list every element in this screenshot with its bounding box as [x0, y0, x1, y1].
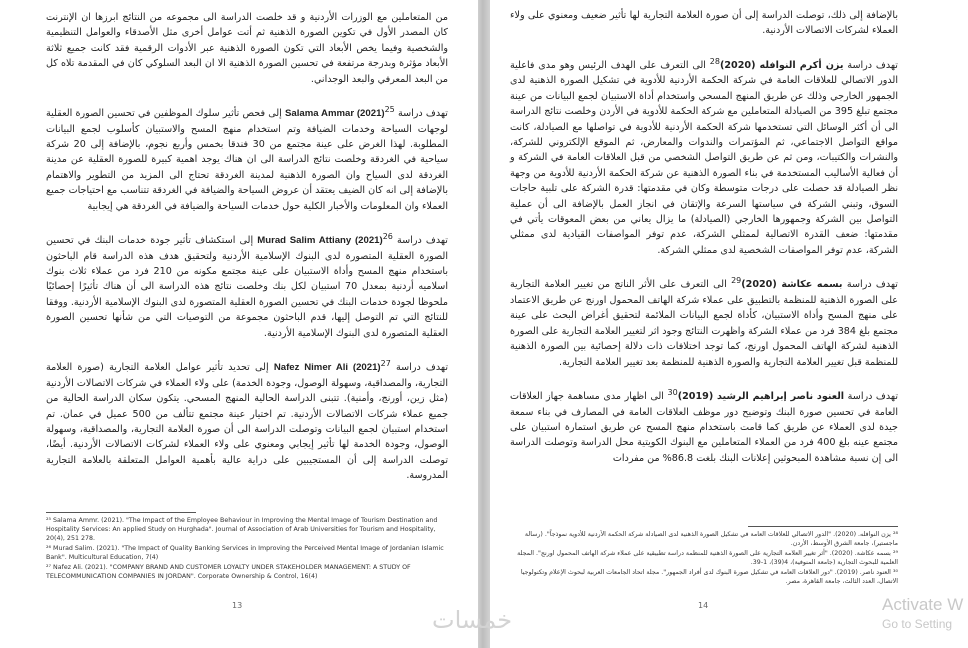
paragraph-prefix: تهدف دراسة [395, 362, 448, 374]
footnotes [510, 526, 898, 587]
paragraph: من المتعاملين مع الوزرات الأردنية و قد خلصت الدراسة الى مجموعه من النتائج ابرزها ان الإنترنت كان المصدر الأول في تكوين الصورة الذهنية ثم أتت عوامل أخرى مثل الأصدقاء والعوامل التنظيمية والشخصية وفيما يخص الأبعاد التي تكون الصورة الذهنية عبر الأدوات الرقمية فقد كانت جميع ثلاثة الأبعاد مؤثرة وبدرجة مرتفعة في تحسين الصورة الذهنية الا ان البعد السلوكي كان في المقدمة تلاه كل من البعد المعرفي والبعد الوجداني. [46, 12, 448, 85]
page-gutter [478, 0, 490, 648]
footnote-marker[interactable]: 28 [709, 56, 720, 66]
footnote: ²⁶ Murad Salim. (2021). "The Impact of Quality Banking Services in Improving the Perceived Mental Image of Jordanian Islamic Bank". Multicultural Education, 7(4) [46, 545, 444, 561]
study-paragraph [46, 356, 448, 483]
paragraph: بالإضافة إلى ذلك، توصلت الدراسة إلى أن صورة العلامة التجارية لها تأثير ضعيف ومعنوي على ولاء العملاء لشركات الاتصالات الأردنية. [510, 10, 898, 37]
watermark-logo: خمسات [432, 606, 513, 634]
study-paragraph [510, 273, 898, 370]
footnote-marker[interactable]: 25 [384, 105, 395, 115]
study-reference: Salama Ammar (2021) [284, 108, 385, 120]
paragraph-prefix: تهدف دراسة [846, 279, 898, 291]
footnote: ²⁷ Nafez Ali. (2021). "COMPANY BRAND AND CUSTOMER LOYALTY UNDER STAKEHOLDER MANAGEMENT: A STUDY OF TELECOMMUNICATION COMPANIES IN JORDAN". Corporate Ownership & Control, 16(4) [46, 564, 411, 580]
paragraph-prefix: تهدف دراسة [397, 108, 448, 120]
study-paragraph [510, 385, 898, 466]
study-reference: العنود ناصر إبراهيم الرشيد (2019) [677, 391, 845, 403]
activate-windows-overlay [882, 594, 963, 632]
study-reference: Murad Salim Attiany (2021) [257, 235, 383, 247]
footnotes [46, 512, 448, 582]
page-14 [490, 0, 968, 648]
study-reference: Nafez Nimer Ali (2021) [273, 362, 381, 374]
study-paragraph [510, 54, 898, 258]
footnote-marker[interactable]: 27 [380, 359, 391, 369]
study-text: إلى فحص تأثير سلوك الموظفين في تحسين الصورة العقلية لوجهات السياحة وخدمات الضيافة وتم استخدام منهج المسح والاستبيان كأسلوب لجمع البيانات المطلوبة. لهذا الغرض على عينة مجتمع من 30 فندقا بخمس وأربع نجوم، بالإضافة إلى 20 شركة سياحية في الغردقة وخلصت نتائج الدراسة الى ان هناك يوجد اهمية كبيرة للصورة العقلية عن مدينة الغردقة لدى السياح وان الصورة الذهنية لمدينة الغردقة تحتاج الى المزيد من التطوير والاهتمام بالإضافة إلى انه كان الضيف يعتقد أن عروض السياحة والضيافة في الغردقة تتناسب مع احتياجات جميع العملاء وان المعلومات والأخبار الكلية حول خدمات السياحة والضيافة في الغردقة هي إيجابية [46, 108, 448, 212]
footnote-marker[interactable]: 30 [667, 387, 678, 397]
footnote-divider [748, 526, 898, 527]
activate-subtitle[interactable]: Go to Setting [882, 617, 953, 631]
paragraph-prefix: تهدف دراسة [847, 60, 898, 71]
footnote: ³⁰ العنود ناصر. (2019). "دور العلاقات العامة في تشكيل صورة البنوك لدى أفراد الجمهور". مجلة اتحاد الجامعات العربية لبحوث الإعلام وتكنولوجيا الاتصال، العدد الثالث، جامعة القاهرة، مصر. [520, 569, 898, 585]
paragraph-prefix: تهدف دراسة [847, 391, 898, 403]
footnote: ²⁵ Salama Ammr. (2021). "The Impact of the Employee Behaviour in Improving the Mental Image of Tourism Destination and Hospitality Services: An applied Study on Hurghada". Journal of Association of Arab Universities for Tourism and Hospitality, 20(4), 251 278. [46, 517, 438, 542]
study-paragraph [46, 229, 448, 341]
footnote: ²⁸ يزن النوافله. (2020). "الدور الاتصالي للعلاقات العامة في تشكيل الصورة الذهنية لدى الصيادلة شركة الحكمة الأردنية للأدوية نموذجاً". (رسالة ماجستير)، جامعة الشرق الأوسط، الأردن. [524, 531, 898, 547]
study-reference: يزن أكرم النوافله (2020) [719, 60, 844, 71]
footnote: ²⁹ بسمه عكاشة. (2020). "أثر تغيير العلامة التجارية على الصورة الذهنية للمنظمة دراسة تطبيقية على عملاء شركة الهاتف المحمول اورنج". المجلة العلمية للبحوث التجارية (جامعة المنوفية)، 4(39)، 1-39. [517, 550, 898, 566]
footnote-marker[interactable]: 26 [382, 232, 393, 242]
page-13-body [46, 10, 448, 499]
page-number: 13 [232, 601, 243, 610]
study-text: إلى استكشاف تأثير جودة خدمات البنك في تحسين الصورة العقلية المتصورة لدى البنوك الإسلامية الأردنية ولتحقيق هدف هذه الدراسة قام الباحثون باستخدام منهج المسح وأداة الاستبيان على عينة مجتمع مكونه من 210 فرد من عملاء ثلاث بنوك اسلاميه أردنية بمعدل 70 استبيان لكل بنك وخلصت نتائج هذه الدراسة الى أن هناك تأثيرًا إحصائيًا ملحوظا لجودة خدمات البنك في تحسين الصورة العقلية المتصورة لدى البنوك الإسلامية الأردنية. ووفقا للنتائج التي تم التوصل إليها، قدم الباحثون مجموعة من التوصيات التي من شأنها تحسين الصورة العقلية المتصورة لدى البنوك الإسلامية الأردنية. [46, 235, 448, 339]
study-text: إلى تحديد تأثير عوامل العلامة التجارية (صورة العلامة التجارية، والمصداقية، وسهولة الوصول، وجودة الخدمة) على ولاء العملاء في شركات الاتصالات الأردنية (مثل زين، أورنج، وأمنية). تتبنى الدراسة الحالية المنهج المسحي. يتكون سكان الدراسة الحالية من جميع عملاء شركات الاتصالات الأردنية. تم اختيار عينة مجتمع تتألف من 500 عميل في عمان. تم استخدام استبيان لجمع البيانات وتوصلت الدراسة الى أن صورة العلامة التجارية، والمصداقية، وسهولة الوصول، وجودة الخدمة لها تأثير إيجابي ومعنوي على ولاء العملاء لشركات الاتصالات الأردنية. أيضًا، توصلت الدراسة إلى أن المستجيبين على دراية عالية بأهمية العوامل المتعلقة بالعلامة التجارية المدروسة. [46, 362, 448, 482]
study-text: الى التعرف على الهدف الرئيس وهو مدى فاعلية الدور الاتصالي للعلاقات العامة في شركة الحكمة الأردنية للأدوية في تشكيل الصورة الذهنية لدى الجمهور الخارجي وذلك عن طريق المنهج المسحي واستخدام أداة الاستبيان لجمع البيانات من عينة مجتمع تبلغ 395 من الصيادلة المتعاملين مع شركة الحكمة للأدوية في الأردن وخلصت نتائج الدراسة الى أن أكثر الوسائل التي تستخدمها شركة الحكمة الأردنية للأدوية في تواصلها مع الصيادلة، كانت مواقع التواصل الاجتماعي، ثم المؤتمرات والندوات والمعارض، ثم الموقع الإلكتروني للشركة، والنشرات والكتيبات، ومن ثم عن طريق التواصل الشخصي من قبل العلاقات العامة في الشركة و أن فعالية الأساليب المستخدمة في بناء الصورة الذهنية عن شركة الحكمة الأردنية للأدوية من وجهة نظر الصيادلة قد حصلت على درجات متوسطة وكان في مقدمتها: قدرة الشركة على تلبية حاجات السوق، وتبني الشركة في سياستها السرعة والإتقان في انجاز العمل بالإضافة الى أن عملية التواصل بين الشركة وجمهورها الخارجي (الصيادلة) ما يزال يعاني من بعض المعوقات يأتي في مقدمتها: ضعف القدرة الاتصالية لممثلي الشركة، عدم توفر المواصفات القيادية لدى ممثلي الشركة، عدم توفر المواصفات الشخصية لدى ممثلي الشركة. [510, 60, 898, 256]
study-text: الى التعرف على الأثر الناتج من تغيير العلامة التجارية على الصورة الذهنية للمنظمة بالتطبيق على عملاء شركة الهاتف المحمول اورنج عن طريق الاعتماد على منهج المسح وأداة الاستبيان، كأداة لجمع البيانات الملائمة لتحقيق أغراض البحث على عينة مجتمع بلغ 384 فرد من عملاء الشركة واظهرت النتائج وجود اثر لتغيير العلامة التجارية على الصورة الذهنية لشركة الهاتف المحمول اورنج، كما توجد اختلافات ذات دلالة إحصائية بين الصورة الذهنية للمنظمة قبل تغيير العلامة التجارية والصورة الذهنية للمنظمة بعد تغيير العلامة التجارية. [510, 279, 898, 368]
page-14-body [510, 8, 898, 481]
footnote-divider [46, 512, 196, 513]
paragraph-prefix: تهدف دراسة [397, 235, 448, 247]
study-paragraph [46, 102, 448, 214]
study-text: الى اظهار مدى مساهمة جهاز العلاقات العامة في تحسين صورة البنك وتوضيح دور موظف العلاقات العامة في المصارف في بناء سمعة جيدة لدى العملاء عن طريق كما قامت باستخدام منهج المسح عن طريق استمارة استبيان على مجتمع عينه بلغ 400 فرد من العملاء المتعاملين مع البنوك الكويتية محل الدراسة وتوصلت الدراسة الى إن نسبة مشاهدة المبحوثين إعلانات البنك بلغت 86.8% من مفردات [510, 391, 898, 464]
study-reference: بسمه عكاشة (2020) [741, 279, 843, 291]
activate-title: Activate W [882, 595, 964, 614]
footnote-marker[interactable]: 29 [731, 276, 742, 286]
page-number: 14 [698, 601, 709, 610]
page-13 [0, 0, 478, 648]
